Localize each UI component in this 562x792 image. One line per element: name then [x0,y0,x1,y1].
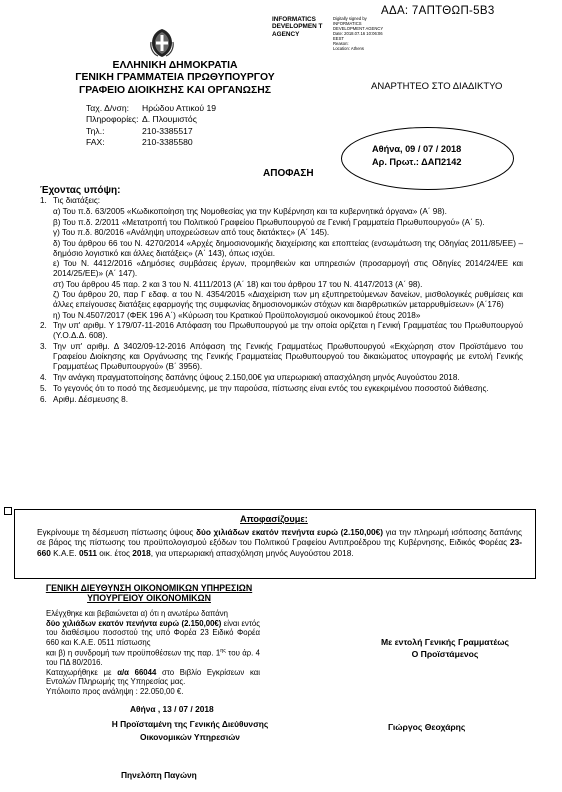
approval-date: Αθήνα , 13 / 07 / 2018 [130,704,214,714]
decide-text: Εγκρίνουμε τη δέσμευση πίστωσης ύψους δύο χιλιάδων εκατόν πενήντα ευρώ (2.150,00€) για την πληρωμή ισόποσης δαπάνης σε βάρος της πίστωσης του προϋπολογισμού εξόδων του Πολιτικού Γραφείου Αντιπροέδρου της Κυβέρνησης, Ειδικός Φορέας 23-660 Κ.Α.Ε. 0511 οικ. έτος 2018, για υπερωριακή απασχόληση μηνός Αυγούστου 2018. [37,527,522,558]
list-item: 6. Αριθμ. Δέσμευσης 8. [40,395,128,404]
list-subitem: στ) Του άρθρου 45 παρ. 2 και 3 του Ν. 4111/2013 (Α΄ 18) και του άρθρου 17 του Ν. 4147/2013 (Α΄ 98). [53,279,423,289]
contact-block: Ταχ. Δ/νση: Ηρώδου Αττικού 19 Πληροφορίες: Δ. Πλουμιστός Τηλ.: 210-3385517 FAX: 210-3385580 [86,103,217,148]
date-protocol [372,143,461,170]
list-subitem: γ) Του π.δ. 80/2016 «Ανάληψη υποχρεώσεων από τους διατάκτες» (Α΄ 145). [53,228,330,237]
greek-emblem-icon [149,28,175,58]
decide-heading: Αποφασίζουμε: [240,514,308,524]
government-header [60,60,290,97]
signature-detail: Digitally signed by INFORMATICS DEVELOPMENT AGENCY Date: 2018.07.16 10:06:06 EEST Reason: Location: Athens [333,16,384,52]
margin-checkbox [4,507,12,515]
signatory-title: Με εντολή Γενικής Γραμματέως Ο Προϊστάμενος [380,637,510,660]
gov-line-2: ΓΕΝΙΚΗ ΓΡΑΜΜΑΤΕΙΑ ΠΡΩΘΥΠΟΥΡΓΟΥ [75,72,275,84]
list-subitem: δ) Του άρθρου 66 του Ν. 4270/2014 «Αρχές δημοσιονομικής διαχείρισης και εποπτείας (ενσωμάτωση της Οδηγίας 2011/85/ΕΕ) – δημόσιο λογιστικό και άλλες διατάξεις» (Α΄ 143), όπως ισχύει. [53,238,523,258]
gov-line-3: ΓΡΑΦΕΙΟ ΔΙΟΙΚΗΣΗΣ ΚΑΙ ΟΡΓΑΝΩΣΗΣ [79,84,271,96]
list-subitem: ζ) Του άρθρου 20, παρ Γ εδαφ. α του Ν. 4354/2015 «Διαχείριση των μη εξυπηρετούμενων δανείων, μισθολογικές ρυθμίσεις και άλλες επείγουσες διατάξεις εφαρμογής της συμφωνίας δημοσιονομικών στόχων και διαρθρωτικών μεταρρυθμίσεων» (Α΄176) [53,290,523,309]
list-item: 4. Την ανάγκη πραγματοποίησης δαπάνης ύψους 2.150,00€ για υπερωριακή απασχόληση μηνός Αυγούστου 2018. [40,373,460,382]
list-subitem: η) Του Ν.4507/2017 (ΦΕΚ 196 Α΄) «Κύρωση του Κρατικού Προϋπολογισμού οικονομικού έτους 2018» [53,310,421,320]
having-heading: Έχοντας υπόψη: [40,185,121,196]
publish-notice: ΑΝΑΡΤΗΤΕΟ ΣΤΟ ΔΙΑΔΙΚΤΥΟ [371,81,503,92]
list-subitem: β) Του π.δ. 2/2011 «Μετατροπή του Πολιτικού Γραφείου Πρωθυπουργού σε Γενική Γραμματεία Πρωθυπουργού» (Α΄ 5). [53,217,485,227]
gov-line-1: ΕΛΛΗΝΙΚΗ ΔΗΜΟΚΡΑΤΙΑ [112,60,238,71]
list-item: 1. Τις διατάξεις: [40,196,101,205]
finance-heading: ΓΕΝΙΚΗ ΔΙΕΥΘΥΝΣΗ ΟΙΚΟΝΟΜΙΚΩΝ ΥΠΗΡΕΣΙΩΝ ΥΠΟΥΡΓΕΙΟΥ ΟΙΚΟΝΟΜΙΚΩΝ [45,583,253,604]
ada-code: ΑΔΑ: 7ΑΠΤΘΩΠ-5Β3 [381,5,495,17]
finance-head-name: Πηνελόπη Παγώνη [121,770,197,780]
document-title: ΑΠΟΦΑΣΗ [263,168,314,179]
finance-check-text: Ελέγχθηκε και βεβαιώνεται α) ότι η ανωτέρω δαπάνη δύο χιλιάδων εκατόν πενήντα ευρώ (2.150,00€) είναι εντός του διαθέσιμου ποσοστού της υπό Φορέα 23 Ειδικό Φορέα 660 και Κ.Α.Ε. 0511 πίστωσης και β) η συνδρομή των προϋποθέσεων της παρ. $1^{\eta\varsigma}$ του άρ. 4 του ΠΔ 80/2016. Καταχωρήθηκε με α/α 66044 στο Βιβλίο Εγκρίσεων και Εντολών Πληρωμής της Υπηρεσίας μας. Υπόλοιπο προς ανάληψη : 22.050,00 €. [46,609,261,696]
list-item: 3. Την υπ' αριθμ. Δ 3402/09-12-2016 Απόφαση της Γενικής Γραμματέως Πρωθυπουργού «Εκχώρηση στον Προϊστάμενο του Γραφείου Διοίκησης και Οργάνωσης της Γενικής Γραμματείας Πρωθυπουργού του δικαιώματος υπογραφής με εντολή Γενικής Γραμματέως Πρωθυπουργού» (Β΄ 3956). [40,342,523,371]
list-item: 5. Το γεγονός ότι το ποσό της δεσμευόμενης, με την παρούσα, πίστωσης είναι εντός του εγκεκριμένου ποσοστού διάθεσης. [40,384,489,393]
issue-date: Αθήνα, 09 / 07 / 2018 [372,144,462,154]
signature-title: INFORMATICS DEVELOPMEN T AGENCY [272,16,323,38]
protocol-number: Αρ. Πρωτ.: ΔΑΠ2142 [372,157,462,168]
list-subitem: ε) Του Ν. 4412/2016 «Δημόσιες συμβάσεις έργων, προμηθειών και υπηρεσιών (προσαρμογή στις Οδηγίες 2014/24/ΕΕ και 2014/25/ΕΕ)» (Α΄ 147). [53,259,523,278]
finance-head-title: Η Προϊσταμένη της Γενικής Διεύθυνσης Οικονομικών Υπηρεσιών [111,719,269,742]
list-subitem: α) Του π.δ. 63/2005 «Κωδικοποίηση της Νομοθεσίας για την Κυβέρνηση και τα κυβερνητικά όργανα» (Α΄ 98). [53,207,447,216]
signatory-name: Γιώργος Θεοχάρης [388,722,466,732]
list-item: 2. Την υπ' αριθμ. Υ 179/07-11-2016 Απόφαση του Πρωθυπουργού με την οποία ορίζεται η Γενική Γραμματέας του Πρωθυπουργού (Υ.Ο.Δ.Δ. 608). [40,321,523,340]
considerations-list [40,196,523,406]
